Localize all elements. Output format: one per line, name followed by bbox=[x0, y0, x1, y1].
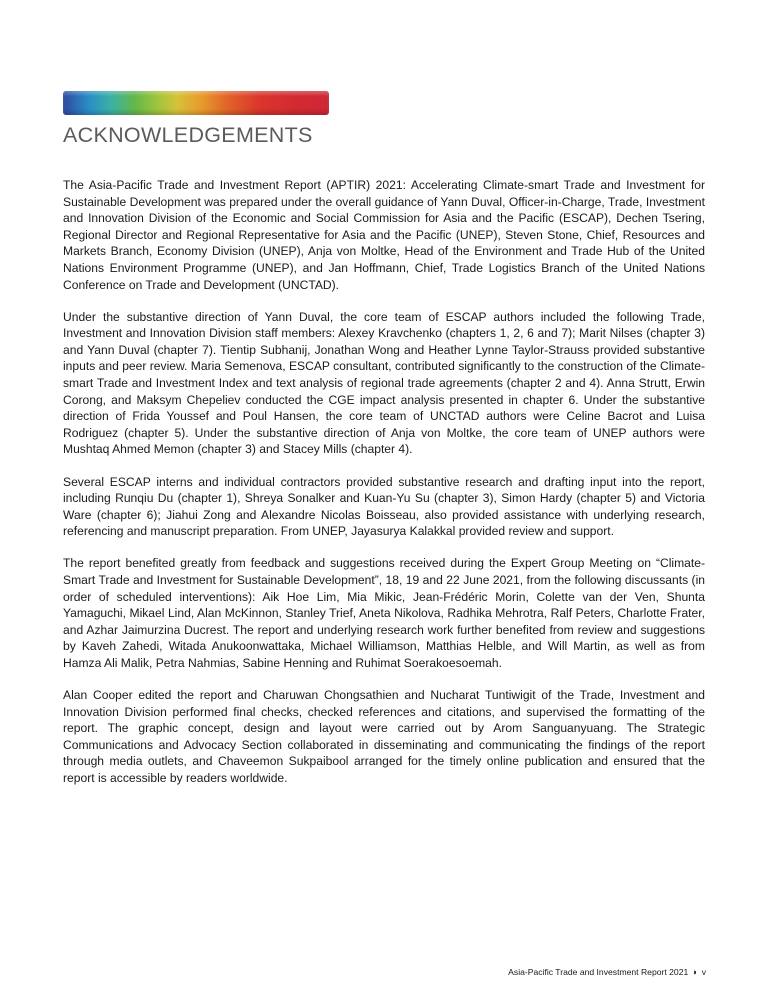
footer-publication-title: Asia-Pacific Trade and Investment Report 2021 bbox=[508, 967, 689, 977]
rainbow-header-bar bbox=[63, 91, 329, 115]
paragraph-guidance: The Asia-Pacific Trade and Investment Report (APTIR) 2021: Accelerating Climate-smart Trade and Investment for Sustainable Development was prepared under the overall guidance of Yann Duval, Officer-in-Charge, Trade, Investment and Innovation Division of the Economic and Social Commission for Asia and the Pacific (ESCAP), Dechen Tsering, Regional Director and Regional Representative for Asia and the Pacific (UNEP), Steven Stone, Chief, Resources and Markets Branch, Economy Division (UNEP), Anja von Moltke, Head of the Environment and Trade Hub of the United Nations Environment Programme (UNEP), and Jan Hoffmann, Chief, Trade Logistics Branch of the United Nations Conference on Trade and Development (UNCTAD). bbox=[63, 178, 705, 292]
half-circle-icon: ◗ bbox=[692, 966, 698, 977]
body-text bbox=[63, 177, 705, 802]
paragraph-discussants: The report benefited greatly from feedback and suggestions received during the Expert Group Meeting on “Climate-Smart Trade and Investment for Sustainable Development”, 18, 19 and 22 June 2021, from the following discussants (in order of scheduled interventions): Aik Hoe Lim, Mia Mikic, Jean-Frédéric Morin, Colette van der Ven, Shunta Yamaguchi, Mikael Lind, Alan McKinnon, Stanley Trief, Aneta Nikolova, Radhika Mehrotra, Ralf Peters, Charlotte Frater, and Azhar Jaimurzina Ducrest. The report and underlying research work further benefited from review and suggestions by Kaveh Zahedi, Witada Anukoonwattaka, Michael Williamson, Matthias Helble, and Will Martin, as well as from Hamza Ali Malik, Petra Nahmias, Sabine Henning and Ruhimat Soerakoesoemah. bbox=[63, 556, 705, 670]
paragraph-interns: Several ESCAP interns and individual contractors provided substantive research and drafting input into the report, including Runqiu Du (chapter 1), Shreya Sonalker and Kuan-Yu Su (chapter 3), Simon Hardy (chapter 5) and Victoria Ware (chapter 6); Jiahui Zong and Alexandre Nicolas Boisseau, also provided assistance with underlying research, referencing and manuscript preparation. From UNEP, Jayasurya Kalakkal provided review and support. bbox=[63, 474, 705, 539]
paragraph-editing: Alan Cooper edited the report and Charuwan Chongsathien and Nucharat Tuntiwigit of the Trade, Investment and Innovation Division performed final checks, checked references and citations, and supervised the formatting of the report. The graphic concept, design and layout were carried out by Arom Sanguanyuang. The Strategic Communications and Advocacy Section collaborated in disseminating and communicating the findings of the report through media outlets, and Chaveemon Sukpaibool arranged for the timely online publication and ensured that the report is accessible by readers worldwide. bbox=[63, 688, 705, 785]
page-footer bbox=[508, 967, 706, 977]
footer-page-number: v bbox=[701, 967, 706, 977]
paragraph-authors: Under the substantive direction of Yann Duval, the core team of ESCAP authors included the following Trade, Investment and Innovation Division staff members: Alexey Kravchenko (chapters 1, 2, 6 and 7); Marit Nilses (chapter 3) and Yann Duval (chapter 7). Tientip Subhanij, Jonathan Wong and Heather Lynne Taylor-Strauss provided substantive inputs and peer review. Maria Semenova, ESCAP consultant, contributed significantly to the construction of the Climate-smart Trade and Investment Index and text analysis of regional trade agreements (chapter 2 and 4). Anna Strutt, Erwin Corong, and Maksym Chepeliev conducted the CGE impact analysis presented in chapter 6. Under the substantive direction of Frida Youssef and Poul Hansen, the core team of UNCTAD authors were Celine Bacrot and Luisa Rodriguez (chapter 5). Under the substantive direction of Anja von Moltke, the core team of UNEP authors were Mushtaq Ahmed Memon (chapter 3) and Stacey Mills (chapter 4). bbox=[63, 309, 705, 457]
page-title: ACKNOWLEDGEMENTS bbox=[63, 123, 313, 147]
